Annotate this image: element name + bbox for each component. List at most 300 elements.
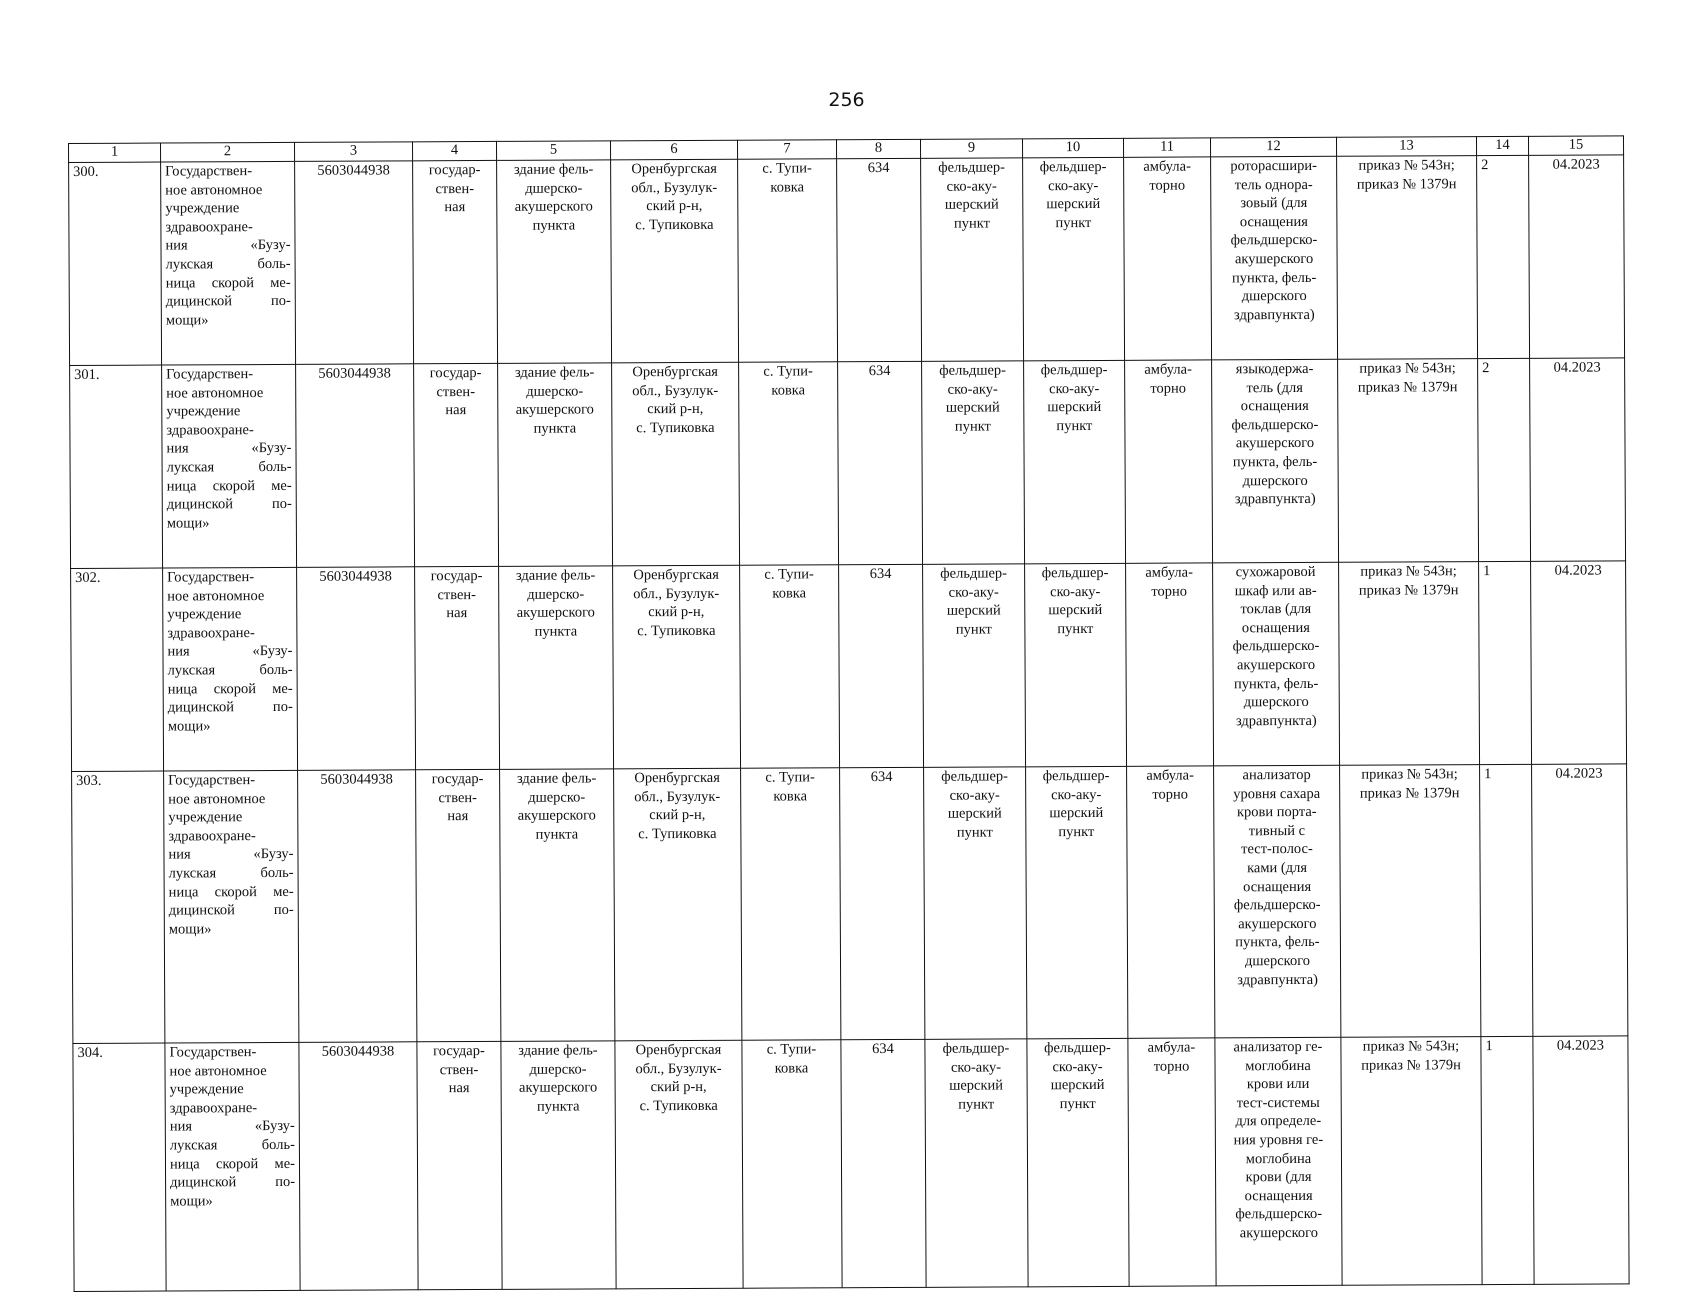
cell-unit-type <box>922 361 1025 564</box>
orders-line: приказ № 543н; <box>1361 766 1458 783</box>
table-body <box>69 155 1629 1292</box>
column-header-14: 14 <box>1476 136 1528 155</box>
organization-line: мощи» <box>170 1193 213 1210</box>
ownership-line: государ- <box>428 161 481 179</box>
cell-inn: 5603044938 <box>295 161 414 365</box>
table-row <box>73 1036 1629 1292</box>
unit-type-line: шерский <box>947 805 1002 822</box>
unit-type-2-line: шерский <box>1047 399 1102 416</box>
organization-line: учреждение <box>166 403 241 420</box>
building-line: акушерского <box>515 401 594 419</box>
organization-line: лукская боль- <box>165 255 291 273</box>
equipment-line: оснащения <box>1240 398 1309 415</box>
organization-line: ное автономное <box>167 587 265 605</box>
column-header-10: 10 <box>1022 138 1123 157</box>
building-line: пункта <box>532 217 576 234</box>
ownership-line: ствен- <box>438 789 478 806</box>
cell-address <box>612 362 740 566</box>
organization-line: здравоохране- <box>167 624 255 642</box>
equipment-line: оснащения <box>1244 1187 1313 1205</box>
cell-care-form <box>1127 766 1215 1038</box>
equipment-line: зовый (для <box>1240 195 1308 212</box>
organization-line: мощи» <box>165 312 209 329</box>
address-line: ский р-н, <box>646 198 703 215</box>
care-form-line: торно <box>1151 583 1188 600</box>
equipment-line: тивный с <box>1248 822 1306 840</box>
cell-ownership <box>413 160 498 363</box>
unit-type-line: пункт <box>953 215 990 232</box>
organization-line: дицинской по- <box>168 902 294 919</box>
cell-inn: 5603044938 <box>297 567 416 771</box>
cell-population: 634 <box>841 1039 926 1287</box>
equipment-line: тель однора- <box>1234 176 1313 193</box>
unit-type-line: пункт <box>954 418 991 435</box>
building-line: акушерского <box>518 1079 598 1096</box>
cell-organization <box>165 1042 300 1291</box>
cell-row-number: 301. <box>70 365 163 568</box>
ownership-line: государ- <box>430 567 483 585</box>
cell-date: 04.2023 <box>1532 764 1628 1036</box>
orders-line: приказ № 543н; <box>1358 157 1455 174</box>
building-line: дшерско- <box>529 1061 587 1078</box>
address-line: Оренбургская <box>633 566 719 584</box>
cell-unit-type <box>924 767 1027 1039</box>
unit-type-line: фельдшер- <box>938 159 1006 176</box>
cell-building <box>497 160 612 364</box>
organization-line: дицинской по- <box>167 699 293 716</box>
unit-type-2-line: фельдшер- <box>1041 564 1109 582</box>
organization-line: дицинской по- <box>166 496 292 513</box>
equipment-line: акушерского <box>1238 915 1317 933</box>
unit-type-line: фельдшер- <box>942 1040 1010 1057</box>
organization-line: мощи» <box>168 921 212 938</box>
cell-organization <box>163 567 298 771</box>
cell-orders <box>1338 359 1479 563</box>
care-form-line: торно <box>1153 1058 1190 1075</box>
column-header-15: 15 <box>1528 136 1623 155</box>
unit-type-2-line: пункт <box>1056 417 1093 434</box>
orders-line: приказ № 543н; <box>1359 360 1456 377</box>
column-header-12: 12 <box>1210 137 1336 157</box>
equipment-line: тест-полос- <box>1241 841 1313 858</box>
cell-ownership <box>417 1041 502 1289</box>
building-line: здание фель- <box>518 1042 598 1059</box>
organization-line: Государствен- <box>168 772 256 789</box>
cell-quantity: 2 <box>1478 358 1531 561</box>
ownership-line: ная <box>448 1080 470 1097</box>
organization-line: лукская боль- <box>168 864 294 882</box>
cell-row-number: 304. <box>73 1043 166 1291</box>
cell-quantity: 1 <box>1479 561 1532 764</box>
cell-settlement <box>741 768 841 1040</box>
equipment-line: тель (для <box>1246 379 1303 396</box>
equipment-line: ния уровня ге- <box>1233 1131 1324 1149</box>
ownership-line: ная <box>445 402 467 419</box>
settlement-line: с. Тупи- <box>763 363 813 380</box>
cell-unit-type <box>925 1039 1028 1287</box>
organization-line: здравоохране- <box>166 421 254 439</box>
column-header-7: 7 <box>737 140 836 159</box>
equipment-line: дшерского <box>1242 472 1308 489</box>
orders-line: приказ № 1379н <box>1359 784 1460 802</box>
settlement-line: с. Тупи- <box>766 1041 817 1058</box>
ownership-line: государ- <box>431 770 484 788</box>
cell-settlement <box>740 565 840 768</box>
equipment-line: акушерского <box>1236 656 1316 674</box>
unit-type-2-line: фельдшер- <box>1040 361 1108 379</box>
ownership-line: ная <box>446 605 468 622</box>
table-row <box>72 764 1628 1044</box>
building-line: пункта <box>535 826 579 843</box>
organization-line: Государствен- <box>169 1044 257 1061</box>
cell-date: 04.2023 <box>1531 561 1627 764</box>
equipment-line: акушерского <box>1235 435 1315 452</box>
organization-line: учреждение <box>168 809 243 826</box>
care-form-line: торно <box>1150 380 1187 397</box>
cell-settlement <box>738 159 838 362</box>
address-line: ский р-н, <box>649 807 706 824</box>
equipment-line: ками (для <box>1247 859 1308 877</box>
ownership-line: ствен- <box>437 586 477 603</box>
equipment-line: дшерского <box>1244 952 1311 970</box>
unit-type-line: ско-аку- <box>946 178 997 195</box>
ownership-line: государ- <box>433 1042 485 1060</box>
equipment-line: пункта, фель- <box>1235 934 1320 951</box>
address-line: Оренбургская <box>635 1041 722 1059</box>
equipment-line: дшерского <box>1243 694 1309 711</box>
organization-line: мощи» <box>166 515 210 532</box>
cell-equipment <box>1212 359 1339 563</box>
ownership-line: ная <box>447 808 469 825</box>
equipment-line: крови или <box>1246 1076 1310 1093</box>
ownership-line: ствен- <box>436 383 476 400</box>
unit-type-line: пункт <box>956 824 993 841</box>
organization-line: ница скорой ме- <box>167 680 293 698</box>
address-line: ский р-н, <box>650 1079 707 1096</box>
cell-row-number: 302. <box>71 568 164 771</box>
cell-unit-type-2 <box>1025 563 1127 766</box>
cell-care-form <box>1124 157 1212 360</box>
organization-line: лукская боль- <box>169 1136 295 1154</box>
cell-row-number: 300. <box>69 162 162 365</box>
address-line: Оренбургская <box>632 363 718 381</box>
equipment-line: здравпункта) <box>1237 971 1319 988</box>
cell-orders <box>1341 1037 1482 1286</box>
unit-type-2-line: пункт <box>1059 1095 1096 1112</box>
care-form-line: амбула- <box>1144 361 1192 378</box>
cell-orders <box>1337 156 1478 360</box>
unit-type-2-line: ско-аку- <box>1049 380 1100 397</box>
equipment-line: моглобина <box>1245 1057 1311 1074</box>
building-line: здание фель- <box>514 364 595 381</box>
cell-address <box>613 565 741 769</box>
cell-ownership <box>414 363 499 566</box>
building-line: дшерско- <box>526 383 584 400</box>
building-line: акушерского <box>517 807 596 824</box>
address-line: с. Тупиковка <box>638 825 717 843</box>
cell-building <box>500 769 615 1042</box>
equipment-line: тест-системы <box>1236 1094 1320 1112</box>
equipment-line: фельдшерско- <box>1232 638 1320 655</box>
organization-line: учреждение <box>165 200 240 217</box>
equipment-line: фельдшерско- <box>1233 897 1321 914</box>
organization-line: ное автономное <box>168 790 266 808</box>
cell-organization <box>162 364 297 568</box>
equipment-line: акушерского <box>1234 250 1314 268</box>
building-line: пункта <box>536 1098 580 1115</box>
address-line: с. Тупиковка <box>636 419 715 437</box>
care-form-line: амбула- <box>1143 158 1191 175</box>
organization-line: ница скорой ме- <box>166 477 292 495</box>
unit-type-line: шерский <box>946 602 1001 619</box>
address-line: обл., Бузулук- <box>633 585 720 602</box>
building-line: здание фель- <box>513 161 594 178</box>
unit-type-2-line: ско-аку- <box>1052 1058 1103 1075</box>
settlement-line: с. Тупи- <box>765 769 815 786</box>
unit-type-2-line: пункт <box>1057 620 1094 637</box>
column-header-4: 4 <box>412 141 496 160</box>
organization-line: ница скорой ме- <box>169 1155 296 1173</box>
equipment-line: анализатор ге- <box>1233 1038 1323 1056</box>
cell-care-form <box>1128 1038 1216 1286</box>
organization-line: ное автономное <box>165 181 263 199</box>
page-number: 256 <box>828 89 865 111</box>
organization-line: Государствен- <box>165 163 253 180</box>
organization-line: ница скорой ме- <box>168 883 294 901</box>
address-line: обл., Бузулук- <box>632 382 719 399</box>
orders-line: приказ № 543н; <box>1360 563 1457 580</box>
ownership-line: ная <box>444 199 466 216</box>
registry-table <box>68 135 1630 1292</box>
organization-line: ное автономное <box>169 1062 267 1080</box>
cell-settlement <box>742 1040 842 1288</box>
organization-line: Государствен- <box>166 366 254 383</box>
cell-date: 04.2023 <box>1529 155 1625 358</box>
equipment-line: пункта, фель- <box>1233 675 1319 692</box>
care-form-line: торно <box>1149 177 1186 194</box>
cell-organization <box>164 770 299 1043</box>
cell-row-number: 303. <box>72 771 165 1043</box>
unit-type-line: фельдшер- <box>941 768 1009 785</box>
unit-type-2-line: шерский <box>1048 602 1103 619</box>
organization-line: ное автономное <box>166 384 264 402</box>
unit-type-2-line: фельдшер- <box>1042 767 1110 785</box>
unit-type-line: фельдшер- <box>940 565 1008 582</box>
settlement-line: ковка <box>773 787 808 805</box>
organization-line: здравоохране- <box>168 827 256 845</box>
equipment-line: языкодержа- <box>1235 360 1314 378</box>
column-header-6: 6 <box>610 140 737 160</box>
building-line: пункта <box>533 420 577 437</box>
ownership-line: ствен- <box>435 180 475 197</box>
organization-line: лукская боль- <box>167 661 293 679</box>
unit-type-2-line: ско-аку- <box>1050 583 1101 600</box>
cell-equipment <box>1211 156 1338 360</box>
equipment-line: фельдшерско- <box>1231 416 1319 434</box>
cell-population: 634 <box>840 767 925 1039</box>
address-line: обл., Бузулук- <box>631 179 718 196</box>
settlement-line: ковка <box>774 1059 809 1077</box>
address-line: обл., Бузулук- <box>635 1060 722 1077</box>
column-header-11: 11 <box>1123 138 1210 157</box>
orders-line: приказ № 543н; <box>1362 1038 1460 1055</box>
cell-building <box>499 566 614 770</box>
cell-unit-type-2 <box>1026 766 1128 1038</box>
column-header-2: 2 <box>161 142 295 162</box>
equipment-line: моглобина <box>1245 1150 1312 1167</box>
cell-orders <box>1340 765 1481 1038</box>
column-header-5: 5 <box>496 141 610 161</box>
building-line: здание фель- <box>515 567 596 584</box>
cell-date: 04.2023 <box>1530 358 1626 561</box>
building-line: пункта <box>534 623 578 640</box>
unit-type-line: ско-аку- <box>949 787 1000 804</box>
settlement-line: ковка <box>772 584 807 602</box>
equipment-line: крови порта- <box>1236 804 1317 821</box>
organization-line: учреждение <box>169 1081 244 1098</box>
organization-line: здравоохране- <box>165 218 253 236</box>
equipment-line: здравпункта) <box>1233 306 1315 324</box>
organization-line: ния «Бузу- <box>165 237 291 254</box>
cell-unit-type <box>923 564 1026 767</box>
cell-inn: 5603044938 <box>299 1042 418 1291</box>
settlement-line: ковка <box>771 381 806 399</box>
orders-line: приказ № 1379н <box>1358 581 1459 599</box>
cell-care-form <box>1126 563 1214 766</box>
organization-line: лукская боль- <box>166 458 292 476</box>
column-header-13: 13 <box>1336 137 1476 157</box>
care-form-line: амбула- <box>1146 767 1194 784</box>
organization-line: учреждение <box>167 606 242 623</box>
ownership-line: ствен- <box>439 1061 479 1078</box>
cell-address <box>615 1040 743 1289</box>
unit-type-2-line: шерский <box>1046 196 1101 213</box>
table-row <box>70 358 1626 569</box>
building-line: акушерского <box>514 198 593 216</box>
cell-care-form <box>1125 360 1213 563</box>
orders-line: приказ № 1379н <box>1356 175 1457 193</box>
organization-line: ница скорой ме- <box>165 274 291 292</box>
cell-date: 04.2023 <box>1533 1036 1629 1284</box>
unit-type-2-line: фельдшер- <box>1039 158 1107 176</box>
building-line: дшерско- <box>525 180 583 197</box>
care-form-line: амбула- <box>1145 564 1193 581</box>
equipment-line: оснащения <box>1239 213 1308 231</box>
building-line: акушерского <box>516 604 595 622</box>
cell-equipment <box>1213 562 1340 766</box>
equipment-line: крови (для <box>1245 1169 1312 1186</box>
cell-orders <box>1339 562 1480 766</box>
address-line: с. Тупиковка <box>637 622 716 640</box>
building-line: здание фель- <box>516 770 597 787</box>
address-line: Оренбургская <box>634 769 720 787</box>
address-line: с. Тупиковка <box>635 216 714 234</box>
unit-type-line: шерский <box>944 196 999 213</box>
organization-line: дицинской по- <box>170 1174 296 1191</box>
equipment-line: акушерского <box>1239 1224 1318 1242</box>
column-header-8: 8 <box>836 139 920 158</box>
equipment-line: фельдшерско- <box>1230 232 1318 249</box>
equipment-line: фельдшерско- <box>1235 1206 1323 1223</box>
unit-type-2-line: пункт <box>1055 214 1092 231</box>
equipment-line: анализатор <box>1242 766 1311 784</box>
building-line: дшерско- <box>527 586 585 603</box>
cell-equipment <box>1214 765 1341 1038</box>
unit-type-2-line: шерский <box>1050 1077 1105 1094</box>
orders-line: приказ № 1379н <box>1361 1056 1461 1074</box>
cell-unit-type <box>921 158 1024 361</box>
equipment-line: для определе- <box>1235 1113 1322 1130</box>
equipment-line: дшерского <box>1241 288 1307 305</box>
cell-settlement <box>739 362 839 565</box>
address-line: ский р-н, <box>647 401 704 418</box>
equipment-line: роторасшири- <box>1230 157 1317 175</box>
cell-unit-type-2 <box>1024 360 1126 563</box>
cell-building <box>501 1041 616 1290</box>
cell-population: 634 <box>838 361 923 564</box>
unit-type-line: шерский <box>945 399 1000 416</box>
unit-type-line: ско-аку- <box>947 381 998 398</box>
cell-equipment <box>1215 1037 1342 1286</box>
unit-type-2-line: пункт <box>1058 823 1095 840</box>
equipment-line: здравпункта) <box>1235 712 1317 730</box>
ownership-line: государ- <box>429 364 482 382</box>
settlement-line: с. Тупи- <box>762 160 812 177</box>
equipment-line: уровня сахара <box>1233 785 1321 802</box>
equipment-line: сухожаровой <box>1235 563 1316 581</box>
unit-type-line: пункт <box>958 1096 995 1113</box>
cell-ownership <box>416 769 501 1041</box>
cell-quantity: 2 <box>1477 155 1530 358</box>
unit-type-2-line: ско-аку- <box>1048 177 1099 194</box>
equipment-line: пункта, фель- <box>1231 269 1317 286</box>
column-header-3: 3 <box>294 142 412 162</box>
unit-type-line: ско-аку- <box>950 1059 1002 1076</box>
table-row <box>71 561 1627 772</box>
organization-line: ния «Бузу- <box>166 440 292 457</box>
cell-address <box>611 159 739 363</box>
column-header-9: 9 <box>920 139 1022 158</box>
unit-type-line: шерский <box>949 1077 1004 1094</box>
cell-organization <box>161 161 296 365</box>
address-line: ский р-н, <box>648 604 705 621</box>
organization-line: ния «Бузу- <box>167 643 293 660</box>
unit-type-2-line: шерский <box>1049 805 1104 822</box>
cell-population: 634 <box>837 158 922 361</box>
cell-unit-type-2 <box>1023 157 1125 360</box>
unit-type-2-line: фельдшер- <box>1044 1039 1111 1057</box>
equipment-line: здравпункта) <box>1234 491 1316 508</box>
equipment-line: пункта, фель- <box>1232 453 1318 471</box>
equipment-line: оснащения <box>1243 878 1312 895</box>
organization-line: Государствен- <box>167 569 255 586</box>
address-line: Оренбургская <box>631 160 717 178</box>
building-line: дшерско- <box>528 789 586 806</box>
organization-line: дицинской по- <box>165 293 291 310</box>
cell-population: 634 <box>839 564 924 767</box>
cell-inn: 5603044938 <box>296 364 415 568</box>
unit-type-2-line: ско-аку- <box>1051 786 1102 803</box>
equipment-line: шкаф или ав- <box>1234 582 1317 599</box>
address-line: обл., Бузулук- <box>634 788 721 805</box>
organization-line: мощи» <box>167 718 211 735</box>
cell-address <box>614 768 742 1041</box>
cell-quantity: 1 <box>1481 1036 1534 1284</box>
address-line: с. Тупиковка <box>639 1097 718 1114</box>
table-row <box>69 155 1625 366</box>
care-form-line: торно <box>1152 786 1189 803</box>
cell-inn: 5603044938 <box>298 770 417 1043</box>
